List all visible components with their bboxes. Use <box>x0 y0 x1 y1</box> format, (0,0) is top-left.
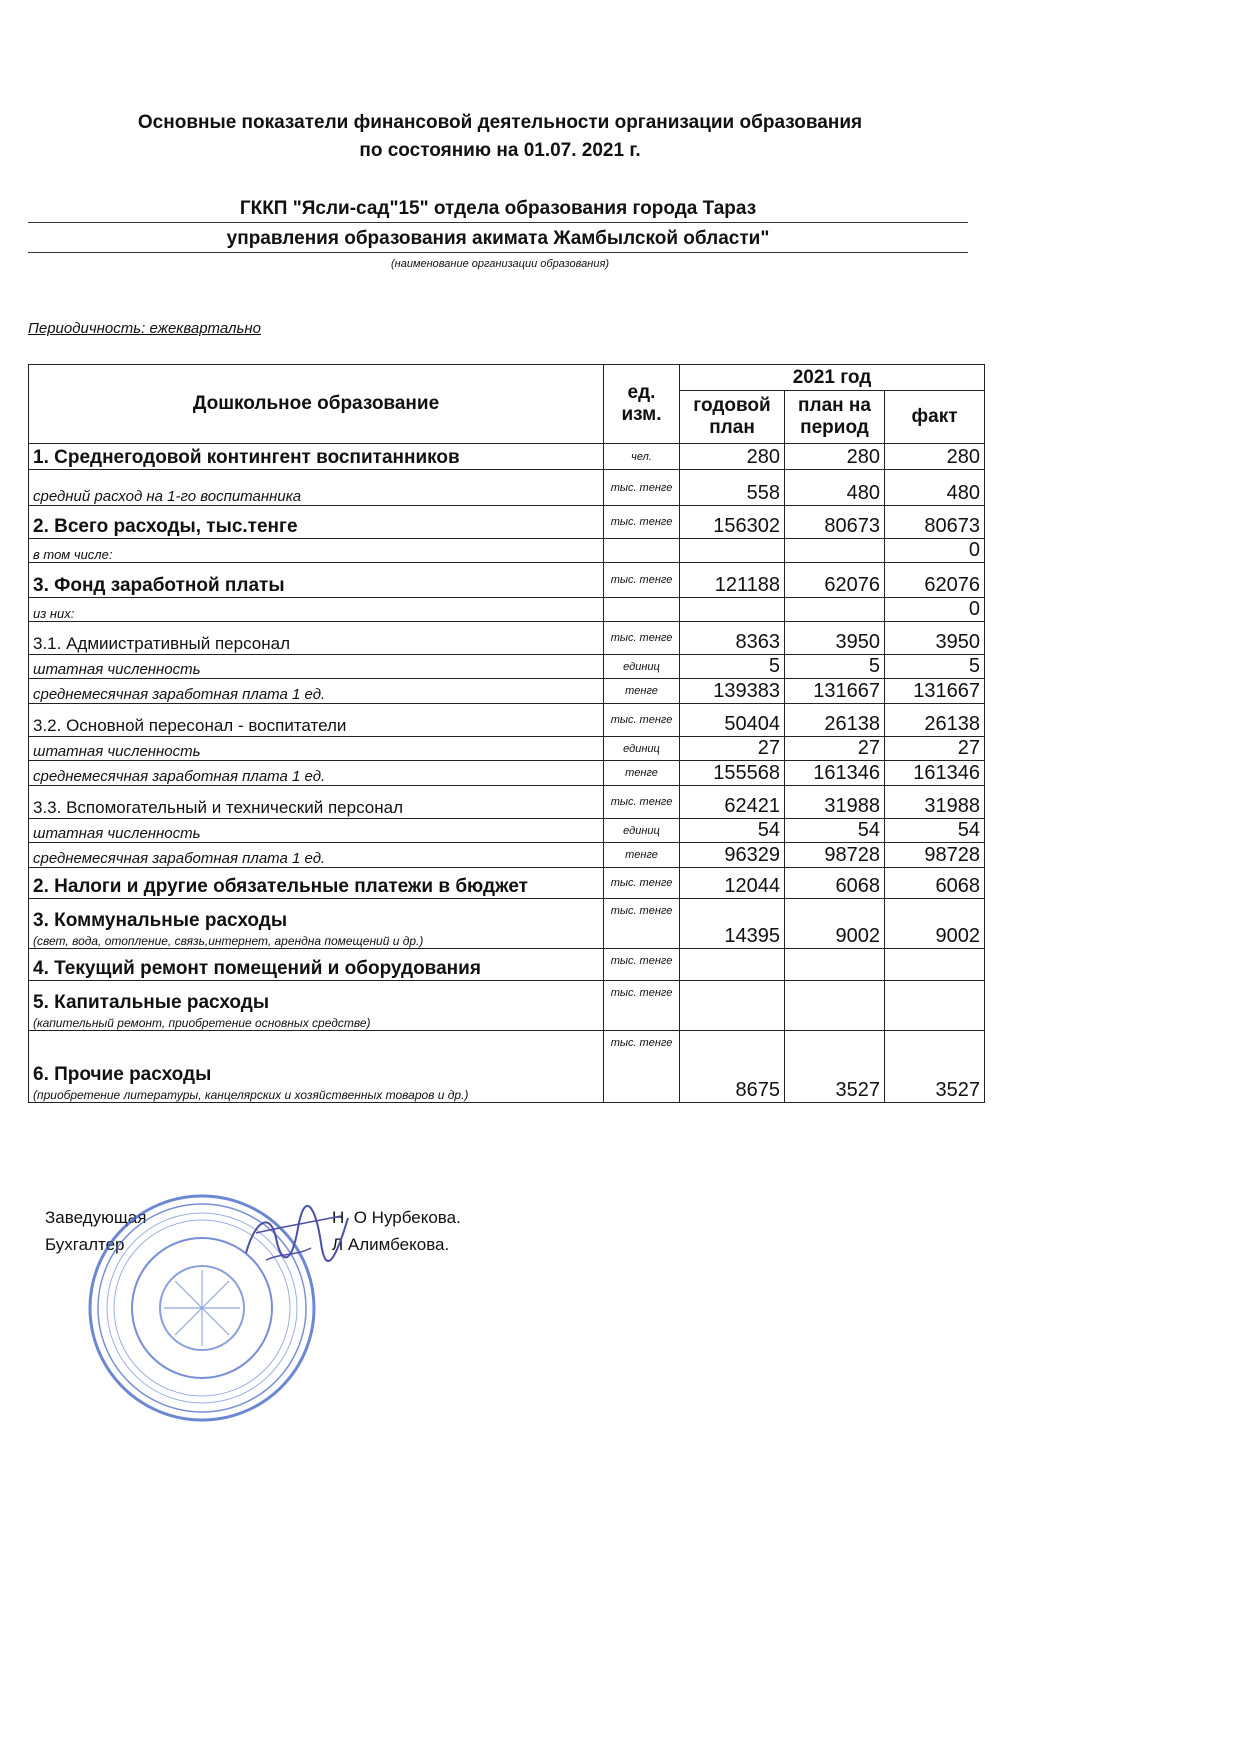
cell-annual: 14395 <box>680 899 785 949</box>
cell-annual: 558 <box>680 470 785 506</box>
row-unit: единиц <box>604 655 680 679</box>
document-title: Основные показатели финансовой деятельности организации образования <box>137 112 863 133</box>
table-row <box>29 679 985 704</box>
cell-period: 26138 <box>785 704 885 737</box>
cell-period <box>785 598 885 622</box>
accountant-name: Л Алимбекова. <box>332 1235 450 1254</box>
row-label <box>29 679 604 704</box>
column-header-period-plan: план на период <box>785 391 885 444</box>
cell-annual: 54 <box>680 819 785 843</box>
row-unit: тыс. тенге <box>604 786 680 819</box>
cell-fact: 26138 <box>885 704 985 737</box>
cell-annual <box>680 981 785 1031</box>
cell-fact: 9002 <box>885 899 985 949</box>
row-label-text: штатная численность <box>33 825 201 842</box>
row-label-text: штатная численность <box>33 743 201 760</box>
cell-period: 31988 <box>785 786 885 819</box>
cell-period: 98728 <box>785 843 885 868</box>
row-label-text: 5. Капитальные расходы <box>33 992 270 1013</box>
cell-annual: 139383 <box>680 679 785 704</box>
row-unit: чел. <box>604 444 680 470</box>
cell-period: 54 <box>785 819 885 843</box>
table-row <box>29 563 985 598</box>
table-row <box>29 598 985 622</box>
row-label-text: среднемесячная заработная плата 1 ед. <box>33 686 326 703</box>
row-label <box>29 868 604 899</box>
table-row <box>29 819 985 843</box>
cell-annual <box>680 949 785 981</box>
table-row <box>29 1031 985 1103</box>
row-label-text: средний расход на 1-го воспитанника <box>33 488 302 505</box>
row-label <box>29 899 604 949</box>
table-row <box>29 786 985 819</box>
row-label-text: 3. Коммунальные расходы <box>33 910 288 931</box>
financial-indicators-table <box>28 364 985 1103</box>
cell-fact: 98728 <box>885 843 985 868</box>
column-header-name: Дошкольное образование <box>29 365 604 444</box>
row-label-text: из них: <box>33 606 75 621</box>
cell-annual: 121188 <box>680 563 785 598</box>
table-row <box>29 843 985 868</box>
cell-fact: 6068 <box>885 868 985 899</box>
row-label <box>29 761 604 786</box>
cell-annual: 8363 <box>680 622 785 655</box>
cell-period <box>785 539 885 563</box>
row-label <box>29 563 604 598</box>
cell-fact <box>885 949 985 981</box>
cell-fact: 80673 <box>885 506 985 539</box>
row-note: (приобретение литературы, канцелярских и хозяйственных товаров и др.) <box>33 1088 469 1102</box>
table-row <box>29 704 985 737</box>
handwritten-signature <box>236 1198 356 1278</box>
column-header-year: 2021 год <box>680 365 985 391</box>
head-name: Н. О Нурбекова. <box>332 1208 461 1227</box>
table-row <box>29 539 985 563</box>
cell-fact: 62076 <box>885 563 985 598</box>
row-note: (свет, вода, отопление, связь,интернет, арендна помещений и др.) <box>33 934 424 948</box>
row-note: (капительный ремонт, приобретение основных средстве) <box>33 1016 371 1030</box>
row-unit: тенге <box>604 843 680 868</box>
accountant-role: Бухгалтер <box>45 1235 125 1254</box>
row-label <box>29 655 604 679</box>
row-label <box>29 949 604 981</box>
cell-period: 480 <box>785 470 885 506</box>
cell-fact: 131667 <box>885 679 985 704</box>
row-unit: единиц <box>604 819 680 843</box>
table-row <box>29 655 985 679</box>
cell-fact: 31988 <box>885 786 985 819</box>
cell-fact: 27 <box>885 737 985 761</box>
cell-annual: 155568 <box>680 761 785 786</box>
row-unit: тыс. тенге <box>604 868 680 899</box>
row-label <box>29 737 604 761</box>
cell-annual: 8675 <box>680 1031 785 1103</box>
row-label <box>29 470 604 506</box>
row-label <box>29 843 604 868</box>
row-label-text: среднемесячная заработная плата 1 ед. <box>33 850 326 867</box>
cell-period: 80673 <box>785 506 885 539</box>
row-unit: тыс. тенге <box>604 622 680 655</box>
cell-annual: 156302 <box>680 506 785 539</box>
cell-period: 161346 <box>785 761 885 786</box>
column-header-unit: ед. изм. <box>604 365 680 444</box>
organization-name-line2: управления образования акимата Жамбылской области" <box>28 228 968 253</box>
cell-fact: 280 <box>885 444 985 470</box>
document-date: по состоянию на 01.07. 2021 г. <box>359 140 641 161</box>
table-row <box>29 868 985 899</box>
row-label <box>29 444 604 470</box>
cell-fact: 54 <box>885 819 985 843</box>
cell-period <box>785 949 885 981</box>
cell-annual: 50404 <box>680 704 785 737</box>
cell-period: 131667 <box>785 679 885 704</box>
row-label-text: 3. Фонд заработной платы <box>33 575 285 596</box>
table-row <box>29 470 985 506</box>
row-unit: тенге <box>604 761 680 786</box>
table-body <box>29 444 985 1103</box>
cell-period: 5 <box>785 655 885 679</box>
row-unit: тенге <box>604 679 680 704</box>
cell-fact: 3527 <box>885 1031 985 1103</box>
cell-annual: 62421 <box>680 786 785 819</box>
cell-period: 9002 <box>785 899 885 949</box>
row-unit: тыс. тенге <box>604 506 680 539</box>
row-label <box>29 539 604 563</box>
cell-fact: 3950 <box>885 622 985 655</box>
row-label-text: 4. Текущий ремонт помещений и оборудования <box>33 958 481 979</box>
row-label <box>29 704 604 737</box>
cell-annual <box>680 539 785 563</box>
organization-caption: (наименование организации образования) <box>391 258 609 270</box>
table-row <box>29 899 985 949</box>
table-row <box>29 622 985 655</box>
cell-period: 6068 <box>785 868 885 899</box>
cell-fact: 161346 <box>885 761 985 786</box>
row-label-text: 6. Прочие расходы <box>33 1064 212 1085</box>
row-unit: тыс. тенге <box>604 1031 680 1103</box>
cell-annual: 96329 <box>680 843 785 868</box>
table-row <box>29 949 985 981</box>
row-label <box>29 506 604 539</box>
cell-period: 27 <box>785 737 885 761</box>
cell-fact: 0 <box>885 539 985 563</box>
row-unit: единиц <box>604 737 680 761</box>
row-label-text: 1. Среднегодовой контингент воспитанников <box>33 447 460 468</box>
row-unit: тыс. тенге <box>604 949 680 981</box>
cell-fact: 480 <box>885 470 985 506</box>
organization-name-line1: ГККП "Ясли-сад"15" отдела образования города Тараз <box>28 198 968 223</box>
table-row <box>29 737 985 761</box>
cell-period: 62076 <box>785 563 885 598</box>
table-row <box>29 444 985 470</box>
row-label-text: 2. Всего расходы, тыс.тенге <box>33 516 298 537</box>
row-label-text: 3.2. Основной пересонал - воспитатели <box>33 716 347 735</box>
row-unit: тыс. тенге <box>604 981 680 1031</box>
row-unit: тыс. тенге <box>604 704 680 737</box>
row-label-text: 2. Налоги и другие обязательные платежи в бюджет <box>33 876 528 897</box>
cell-fact <box>885 981 985 1031</box>
table-row <box>29 981 985 1031</box>
cell-fact: 5 <box>885 655 985 679</box>
row-unit <box>604 539 680 563</box>
row-label <box>29 819 604 843</box>
row-label-text: 3.1. Адмиистративный персонал <box>33 634 291 653</box>
cell-annual <box>680 598 785 622</box>
row-unit: тыс. тенге <box>604 563 680 598</box>
row-label <box>29 622 604 655</box>
row-label-text: штатная численность <box>33 661 201 678</box>
row-label <box>29 1031 604 1103</box>
row-unit: тыс. тенге <box>604 470 680 506</box>
row-label-text: в том числе: <box>33 547 113 562</box>
row-unit <box>604 598 680 622</box>
periodicity: Периодичность: ежеквартально <box>28 320 261 337</box>
column-header-annual-plan: годовой план <box>680 391 785 444</box>
cell-annual: 27 <box>680 737 785 761</box>
row-label-text: среднемесячная заработная плата 1 ед. <box>33 768 326 785</box>
cell-fact: 0 <box>885 598 985 622</box>
cell-annual: 12044 <box>680 868 785 899</box>
cell-period: 3527 <box>785 1031 885 1103</box>
row-label-text: 3.3. Вспомогательный и технический персонал <box>33 798 403 817</box>
cell-annual: 5 <box>680 655 785 679</box>
row-label <box>29 786 604 819</box>
column-header-fact: факт <box>885 391 985 444</box>
row-label <box>29 981 604 1031</box>
cell-period <box>785 981 885 1031</box>
table-row <box>29 761 985 786</box>
head-role: Заведующая <box>45 1208 147 1227</box>
row-label <box>29 598 604 622</box>
cell-period: 3950 <box>785 622 885 655</box>
row-unit: тыс. тенге <box>604 899 680 949</box>
table-row <box>29 506 985 539</box>
cell-period: 280 <box>785 444 885 470</box>
cell-annual: 280 <box>680 444 785 470</box>
